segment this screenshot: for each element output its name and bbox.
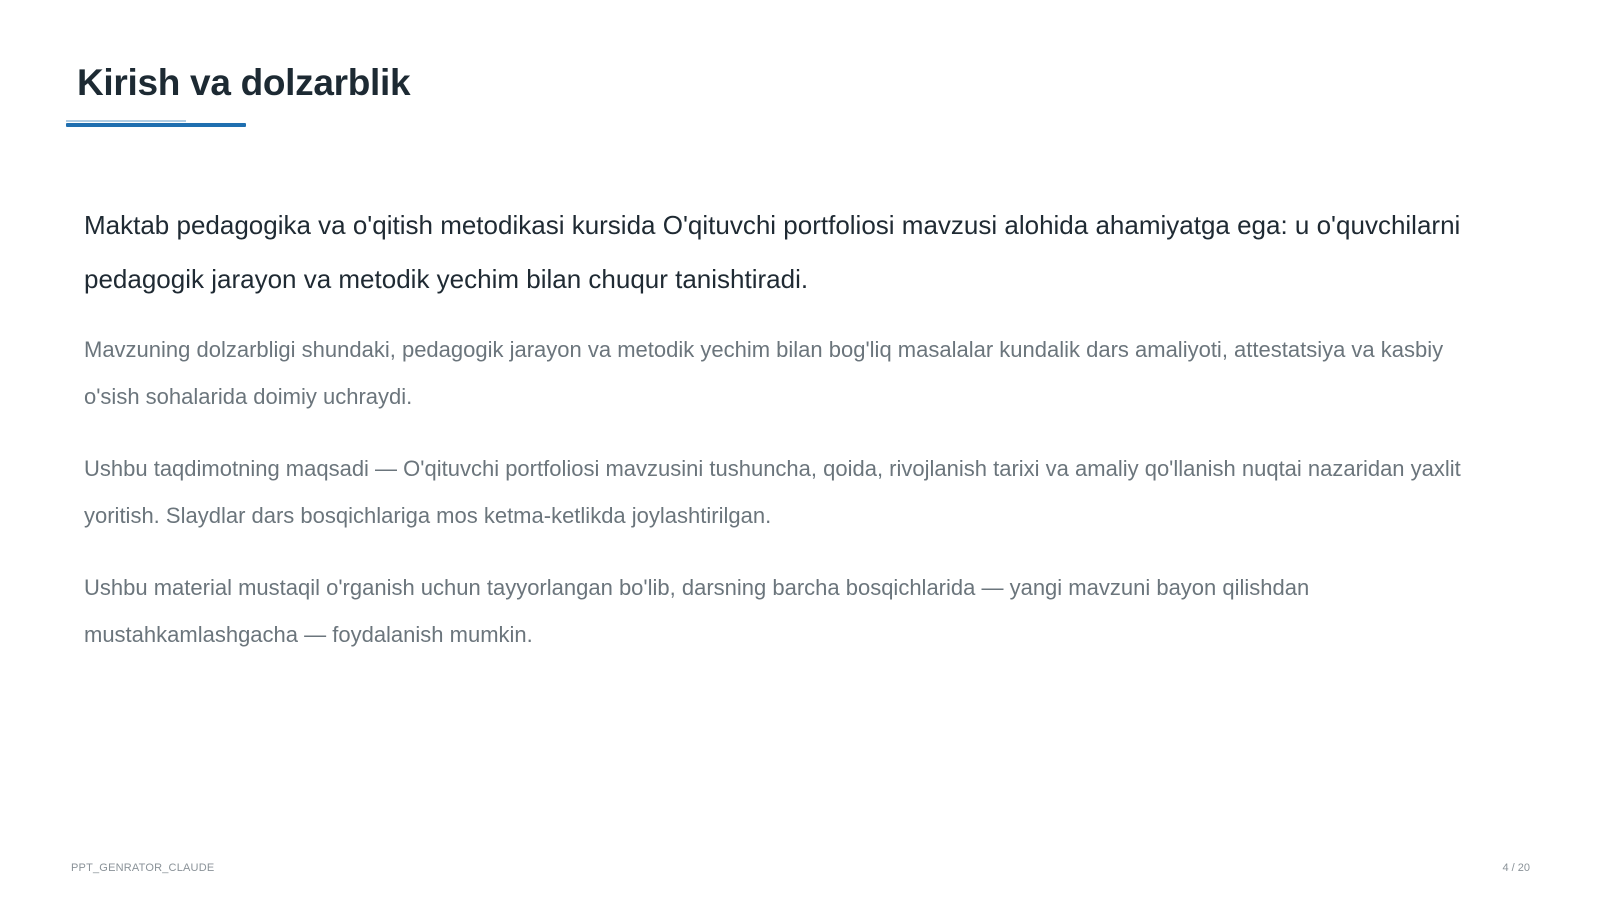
title-underline <box>66 123 246 127</box>
slide-title: Kirish va dolzarblik <box>77 62 411 103</box>
footer-brand: PPT_GENRATOR_CLAUDE <box>71 862 215 874</box>
body-paragraph-usage: Ushbu material mustaqil o'rganish uchun tayyorlangan bo'lib, darsning barcha bosqichlarida — yangi mavzuni bayon qilishdan mustahkamlashgacha — foydalanish mumkin. <box>84 575 1310 647</box>
lead-paragraph: Maktab pedagogika va o'qitish metodikasi kursida O'qituvchi portfoliosi mavzusi alohida ahamiyatga ega: u o'quvchilarni pedagogik jarayon va metodik yechim bilan chuqur tanishtiradi. <box>84 210 1461 294</box>
page-indicator: 4 / 20 <box>1502 862 1530 874</box>
body-paragraph-relevance: Mavzuning dolzarbligi shundaki, pedagogik jarayon va metodik yechim bilan bog'liq masalalar kundalik dars amaliyoti, attestatsiya va kasbiy o'sish sohalarida doimiy uchraydi. <box>84 337 1444 409</box>
body-paragraph-goal: Ushbu taqdimotning maqsadi — O'qituvchi portfoliosi mavzusini tushuncha, qoida, rivojlanish tarixi va amaliy qo'llanish nuqtai nazaridan yaxlit yoritish. Slaydlar dars bosqichlariga mos ketma-ketlikda joylashtirilgan. <box>84 456 1461 528</box>
slide-content <box>84 198 1504 683</box>
